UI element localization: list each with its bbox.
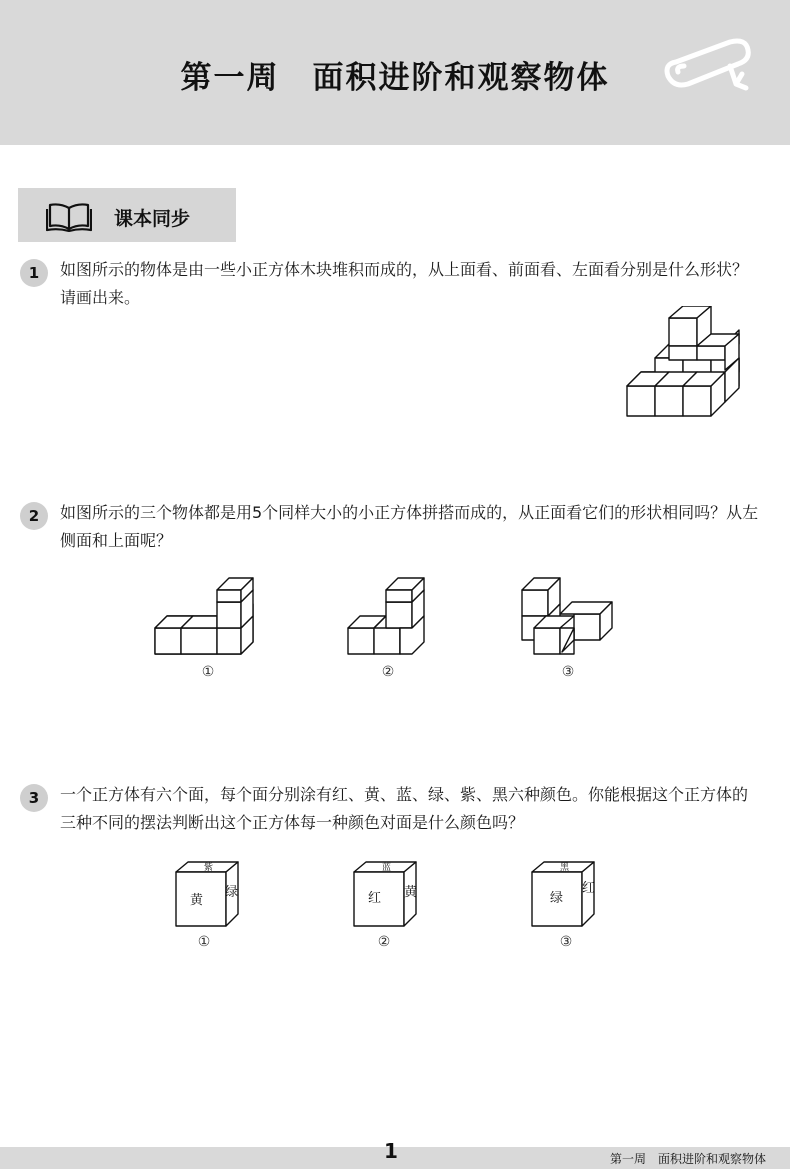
question-number-2: 2 xyxy=(20,502,48,530)
section-label: 课本同步 xyxy=(114,208,191,230)
question-2-text: 如图所示的三个物体都是用5个同样大小的小正方体拼搭而成的，从正面看它们的形状相同吗？从左侧面和上面呢？ xyxy=(60,503,759,550)
q3-cube-3-front-label: 绿 xyxy=(550,891,564,906)
open-book-icon xyxy=(46,202,92,236)
q3-cube-2-top-label: 蓝 xyxy=(382,863,392,873)
q3-caption-2: ② xyxy=(377,934,391,950)
q3-caption-1: ① xyxy=(197,934,211,950)
footer-chapter-title: 第一周 面积进阶和观察物体 xyxy=(609,1152,766,1166)
question-number-1: 1 xyxy=(20,259,48,287)
q2-caption-2: ② xyxy=(381,664,395,680)
scroll-decoration-icon xyxy=(660,28,760,112)
q3-cube-2-front-label: 红 xyxy=(368,891,382,906)
q3-cube-2-side-label: 黄 xyxy=(404,885,418,900)
q3-cube-3-top-label: 黑 xyxy=(560,863,570,873)
q1-cube-stack-figure xyxy=(622,306,744,422)
q3-caption-3: ③ xyxy=(559,934,573,950)
question-3-text: 一个正方体有六个面，每个面分别涂有红、黄、蓝、绿、紫、黑六种颜色。你能根据这个正方体的三种不同的摆法判断出这个正方体每一种颜色对面是什么颜色吗？ xyxy=(60,785,749,832)
page-number: 1 xyxy=(384,1139,398,1163)
q2-caption-1: ① xyxy=(201,664,215,680)
q2-figure-2 xyxy=(346,576,430,658)
q3-cube-3-side-label: 红 xyxy=(582,881,596,896)
q3-cube-1-front-label: 黄 xyxy=(190,893,204,908)
q3-cube-1 xyxy=(172,858,244,930)
q3-cube-3 xyxy=(528,858,600,930)
q3-cube-1-top-label: 紫 xyxy=(204,863,214,873)
page-title: 第一周 面积进阶和观察物体 xyxy=(180,60,610,96)
q3-cube-2 xyxy=(350,858,422,930)
q2-caption-3: ③ xyxy=(561,664,575,680)
q3-cube-1-side-label: 绿 xyxy=(225,885,239,900)
question-number-3: 3 xyxy=(20,784,48,812)
q2-figure-3 xyxy=(520,576,616,658)
section-header xyxy=(18,188,236,242)
question-1-text: 如图所示的物体是由一些小正方体木块堆积而成的，从上面看、前面看、左面看分别是什么形状？请画出来。 xyxy=(60,260,749,307)
q2-figure-1 xyxy=(153,576,259,658)
